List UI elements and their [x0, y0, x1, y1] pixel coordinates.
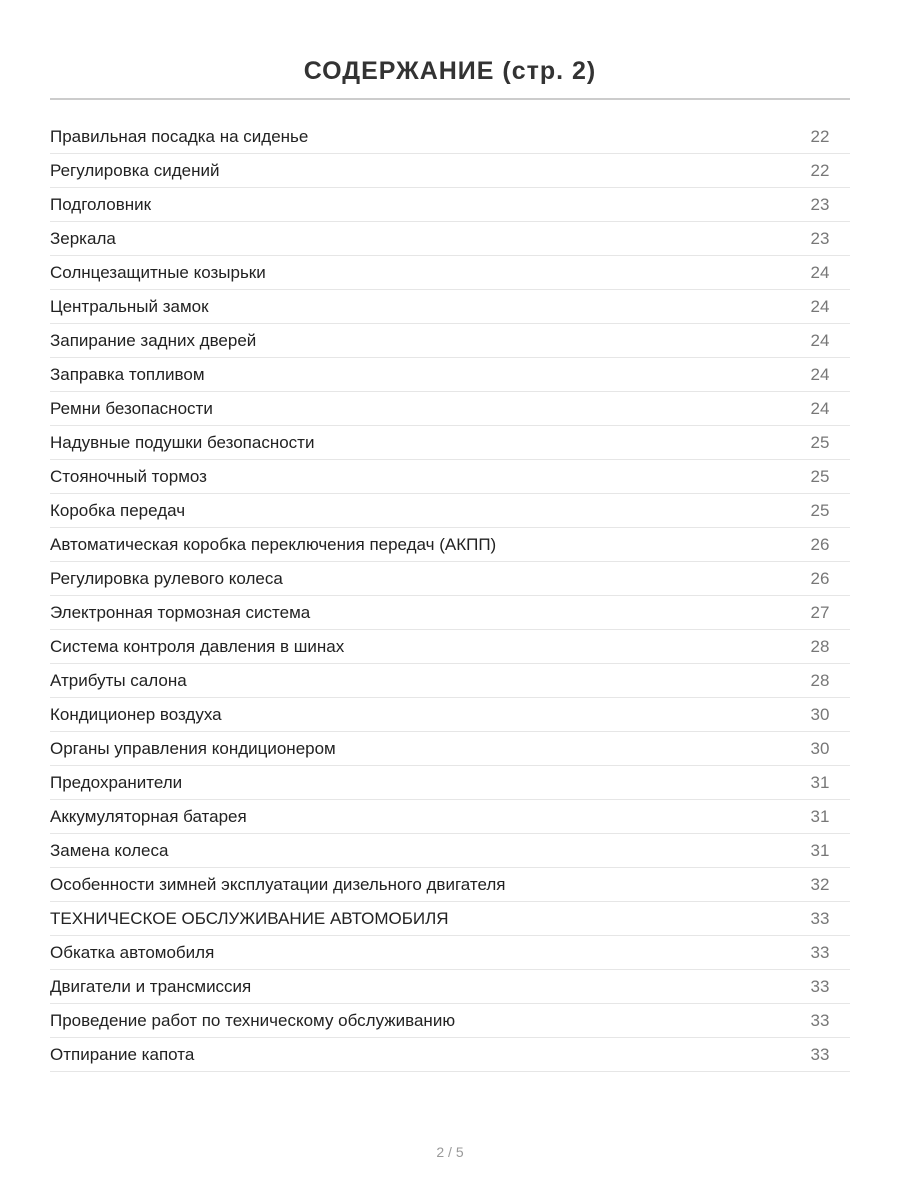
toc-entry-page: 33	[810, 976, 830, 996]
toc-entry-title: Электронная тормозная система	[50, 602, 311, 622]
toc-entry[interactable]	[50, 426, 850, 460]
toc-entry[interactable]	[50, 902, 850, 936]
toc-entry[interactable]	[50, 732, 850, 766]
toc-entry[interactable]	[50, 698, 850, 732]
toc-entry-page: 24	[810, 330, 830, 350]
toc-entry-title: Регулировка рулевого колеса	[50, 568, 283, 588]
toc-entry-page: 25	[810, 466, 830, 486]
toc-entry[interactable]	[50, 1004, 850, 1038]
toc-entry-title: Атрибуты салона	[50, 670, 187, 690]
toc-entry-title: ТЕХНИЧЕСКОЕ ОБСЛУЖИВАНИЕ АВТОМОБИЛЯ	[50, 908, 449, 928]
toc-entry[interactable]	[50, 290, 850, 324]
toc-entry[interactable]	[50, 800, 850, 834]
toc-entry-page: 24	[810, 398, 830, 418]
toc-entry[interactable]	[50, 834, 850, 868]
toc-entry-title: Надувные подушки безопасности	[50, 432, 315, 452]
toc-entry-title: Подголовник	[50, 194, 152, 214]
toc-entry-title: Кондиционер воздуха	[50, 704, 222, 724]
toc-entry-title: Ремни безопасности	[50, 398, 213, 418]
toc-entry[interactable]	[50, 1038, 850, 1072]
page-indicator: 2 / 5	[436, 1144, 464, 1160]
toc-entry-title: Коробка передач	[50, 500, 186, 520]
toc-entry-title: Зеркала	[50, 228, 116, 248]
toc-entry-title: Стояночный тормоз	[50, 466, 207, 486]
toc-entry-title: Регулировка сидений	[50, 160, 220, 180]
toc-entry[interactable]	[50, 392, 850, 426]
toc-entry[interactable]	[50, 154, 850, 188]
toc-entry[interactable]	[50, 494, 850, 528]
toc-entry-page: 33	[810, 908, 830, 928]
toc-entry[interactable]	[50, 664, 850, 698]
toc-entry[interactable]	[50, 562, 850, 596]
toc-entry-page: 32	[810, 874, 830, 894]
toc-entry-page: 23	[810, 228, 830, 248]
toc-entry-title: Солнцезащитные козырьки	[50, 262, 266, 282]
toc-entry-page: 22	[810, 160, 830, 180]
toc-entry-title: Автоматическая коробка переключения передач (АКПП)	[50, 534, 497, 554]
toc-entry-title: Предохранители	[50, 772, 183, 792]
toc-entry-page: 25	[810, 432, 830, 452]
toc-entry[interactable]	[50, 528, 850, 562]
page-title: СОДЕРЖАНИЕ (стр. 2)	[303, 56, 597, 85]
toc-entry-page: 23	[810, 194, 830, 214]
toc-entry-page: 27	[810, 602, 830, 622]
title-divider	[50, 98, 850, 100]
toc-entry-title: Органы управления кондиционером	[50, 738, 336, 758]
toc-entry-page: 28	[810, 636, 830, 656]
toc-entry-title: Отпирание капота	[50, 1044, 195, 1064]
toc-entry-page: 31	[810, 840, 830, 860]
toc-entry-title: Аккумуляторная батарея	[50, 806, 247, 826]
toc-entry-page: 28	[810, 670, 830, 690]
toc-entry-page: 22	[810, 126, 830, 146]
toc-entry[interactable]	[50, 358, 850, 392]
toc-entry[interactable]	[50, 868, 850, 902]
toc-entry-title: Запирание задних дверей	[50, 330, 257, 350]
toc-entry-page: 26	[810, 568, 830, 588]
toc-entry[interactable]	[50, 936, 850, 970]
toc-entry-page: 33	[810, 1044, 830, 1064]
toc-entry-page: 24	[810, 364, 830, 384]
toc-entry-page: 31	[810, 772, 830, 792]
toc-entry-title: Особенности зимней эксплуатации дизельного двигателя	[50, 874, 506, 894]
toc-entry[interactable]	[50, 970, 850, 1004]
toc-list	[50, 120, 850, 1072]
toc-entry-page: 25	[810, 500, 830, 520]
toc-entry-title: Правильная посадка на сиденье	[50, 126, 309, 146]
toc-entry[interactable]	[50, 324, 850, 358]
toc-entry-title: Замена колеса	[50, 840, 169, 860]
toc-entry-title: Заправка топливом	[50, 364, 205, 384]
toc-entry-title: Центральный замок	[50, 296, 209, 316]
toc-entry-page: 24	[810, 296, 830, 316]
toc-entry[interactable]	[50, 630, 850, 664]
toc-entry-title: Двигатели и трансмиссия	[50, 976, 252, 996]
toc-entry-page: 31	[810, 806, 830, 826]
toc-entry-title: Обкатка автомобиля	[50, 942, 215, 962]
toc-entry-page: 33	[810, 1010, 830, 1030]
toc-entry-title: Система контроля давления в шинах	[50, 636, 345, 656]
toc-entry[interactable]	[50, 120, 850, 154]
toc-entry[interactable]	[50, 766, 850, 800]
toc-entry[interactable]	[50, 256, 850, 290]
toc-entry-page: 30	[810, 704, 830, 724]
toc-entry[interactable]	[50, 596, 850, 630]
toc-entry-title: Проведение работ по техническому обслуживанию	[50, 1010, 456, 1030]
toc-entry[interactable]	[50, 188, 850, 222]
toc-entry-page: 24	[810, 262, 830, 282]
toc-entry-page: 26	[810, 534, 830, 554]
toc-entry-page: 30	[810, 738, 830, 758]
toc-entry-page: 33	[810, 942, 830, 962]
toc-entry[interactable]	[50, 460, 850, 494]
toc-entry[interactable]	[50, 222, 850, 256]
